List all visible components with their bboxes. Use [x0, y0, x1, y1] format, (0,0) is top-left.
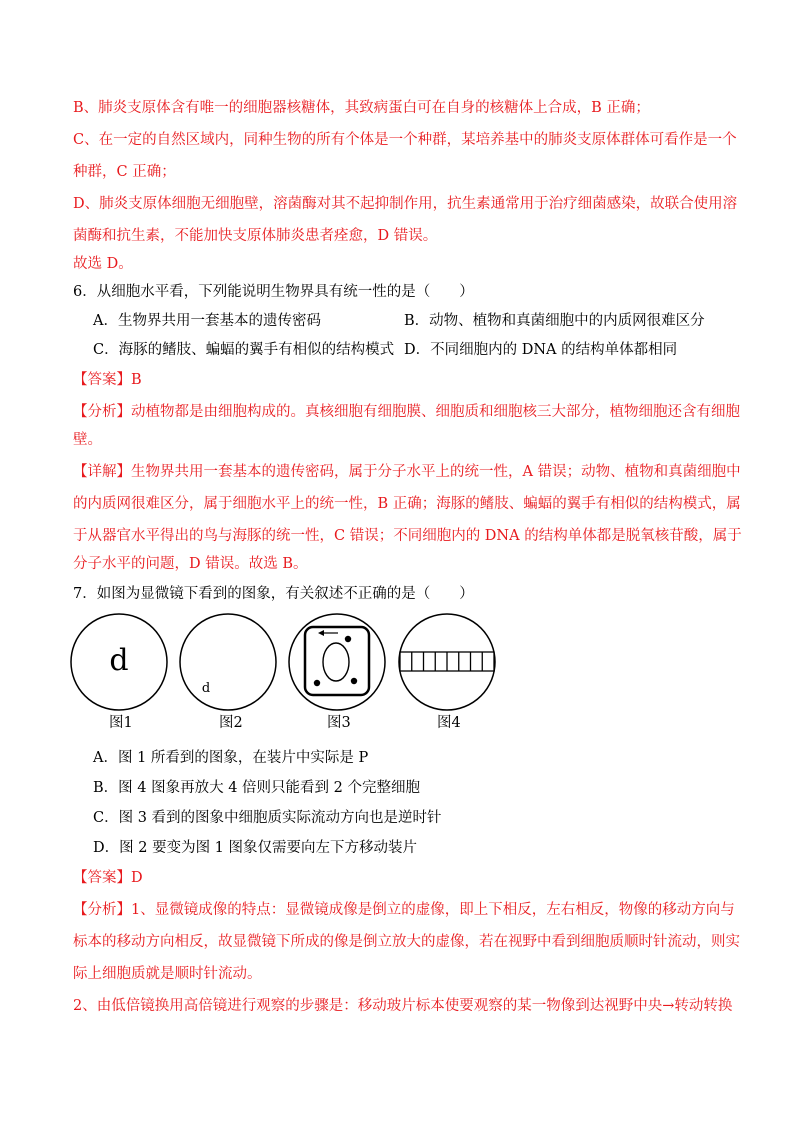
- q6-detail-4: 分子水平的问题，D 错误。故选 B。: [73, 556, 308, 572]
- q6-detail-1: 【详解】生物界共用一套基本的遗传密码，属于分子水平上的统一性，A 错误；动物、植物和真菌细胞中: [73, 464, 741, 480]
- q7-analysis-1: 【分析】1、显微镜成像的特点：显微镜成像是倒立的虚像，即上下相反，左右相反，物像的移动方向与: [73, 902, 735, 918]
- figure3-chloroplast: [351, 678, 357, 684]
- analysis-conclusion: 故选 D。: [73, 256, 133, 272]
- analysis-line-c2: 种群，C 正确；: [73, 164, 176, 180]
- analysis-line-c1: C、在一定的自然区域内，同种生物的所有个体是一个种群，某培养基中的肺炎支原体群体可看作是一个: [73, 132, 737, 148]
- q7-stem: 7．如图为显微镜下看到的图象，有关叙述不正确的是（ ）: [73, 586, 474, 602]
- q6-option-c: C．海豚的鳍肢、蝙蝠的翼手有相似的结构模式: [93, 342, 395, 358]
- q6-detail-2: 的内质网很难区分，属于细胞水平上的统一性，B 正确；海豚的鳍肢、蝙蝠的翼手有相似的结构模式，属: [73, 496, 741, 512]
- q7-option-b: B．图 4 图象再放大 4 倍则只能看到 2 个完整细胞: [93, 780, 420, 796]
- figure3-caption: 图3: [327, 715, 351, 731]
- figure4-cell-row: [400, 652, 494, 671]
- q7-analysis-4: 2、由低倍镜换用高倍镜进行观察的步骤是：移动玻片标本使要观察的某一物像到达视野中央→转动转换: [73, 998, 733, 1014]
- analysis-line-b: B、肺炎支原体含有唯一的细胞器核糖体，其致病蛋白可在自身的核糖体上合成，B 正确；: [73, 100, 650, 116]
- figure4-caption: 图4: [437, 715, 461, 731]
- q7-answer: 【答案】D: [73, 870, 143, 886]
- q6-detail-3: 于从器官水平得出的鸟与海豚的统一性，C 错误；不同细胞内的 DNA 的结构单体都是脱氧核苷酸，属于: [73, 528, 742, 544]
- q6-option-d: D．不同细胞内的 DNA 的结构单体都相同: [404, 342, 678, 358]
- q6-option-b: B．动物、植物和真菌细胞中的内质网很难区分: [404, 313, 705, 329]
- q7-analysis-3: 际上细胞质就是顺时针流动。: [73, 966, 262, 982]
- figure1-caption: 图1: [109, 715, 133, 731]
- analysis-line-d2: 菌酶和抗生素，不能加快支原体肺炎患者痊愈，D 错误。: [73, 228, 438, 244]
- q6-option-a: A．生物界共用一套基本的遗传密码: [93, 313, 321, 329]
- microscope-figures: [0, 608, 800, 718]
- figure1-letter: d: [109, 643, 129, 678]
- q7-option-a: A．图 1 所看到的图象，在装片中实际是 P: [93, 750, 369, 766]
- q7-option-d: D．图 2 要变为图 1 图象仅需要向左下方移动装片: [93, 840, 418, 856]
- figure3-chloroplast: [345, 636, 351, 642]
- q6-answer: 【答案】B: [73, 372, 142, 388]
- figure3-vacuole: [323, 643, 349, 681]
- figure3-chloroplast: [314, 680, 320, 686]
- figure3-arrow-head: [318, 630, 324, 636]
- q7-option-c: C．图 3 看到的图象中细胞质实际流动方向也是逆时针: [93, 810, 442, 826]
- analysis-line-d1: D、肺炎支原体细胞无细胞壁，溶菌酶对其不起抑制作用，抗生素通常用于治疗细菌感染，故联合使用溶: [73, 196, 738, 212]
- q7-analysis-2: 标本的移动方向相反，故显微镜下所成的像是倒立放大的虚像，若在视野中看到细胞质顺时针流动，则实: [73, 934, 740, 950]
- figure2-caption: 图2: [219, 715, 243, 731]
- q6-analysis-1: 【分析】动植物都是由细胞构成的。真核细胞有细胞膜、细胞质和细胞核三大部分，植物细胞还含有细胞: [73, 404, 740, 420]
- figure2-letter: d: [201, 681, 211, 696]
- q6-analysis-2: 壁。: [73, 432, 102, 448]
- figure2-field-circle: [180, 614, 276, 710]
- q6-stem: 6．从细胞水平看，下列能说明生物界具有统一性的是（ ）: [73, 284, 474, 300]
